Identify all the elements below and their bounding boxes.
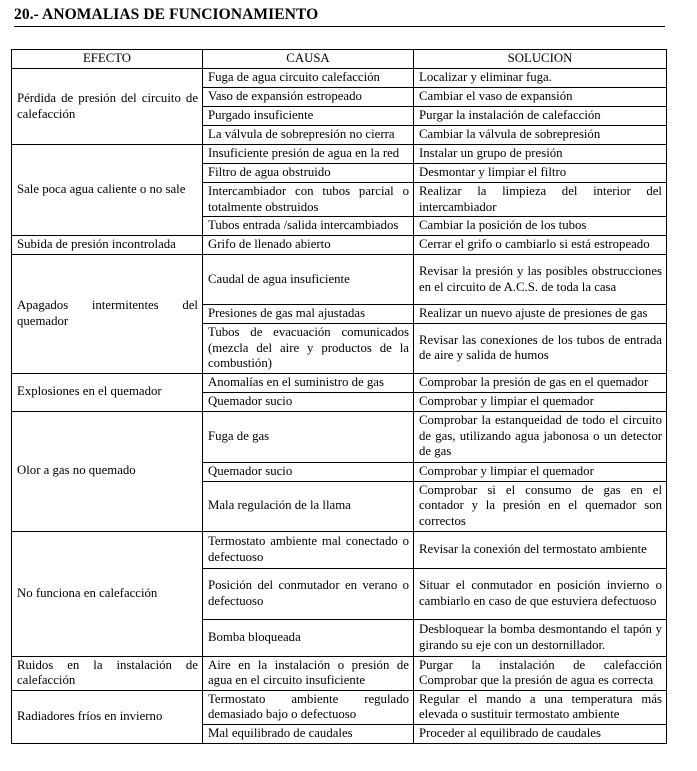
- title-underline: [14, 26, 665, 27]
- causa-cell: Aire en la instalación o presión de agua en el circuito insuficiente: [203, 656, 414, 690]
- solucion-cell: Revisar la conexión del termostato ambiente: [414, 531, 667, 568]
- efecto-cell: Apagados intermitentes del quemador: [12, 255, 203, 374]
- solucion-cell: Realizar un nuevo ajuste de presiones de gas: [414, 305, 667, 324]
- table-row: [12, 255, 667, 305]
- solucion-cell: Purgar la instalación de calefacción: [414, 107, 667, 126]
- anomalies-table: [11, 49, 667, 744]
- causa-cell: Purgado insuficiente: [203, 107, 414, 126]
- solucion-cell: Revisar las conexiones de los tubos de entrada de aire y salida de humos: [414, 324, 667, 374]
- causa-cell: Tubos entrada /salida intercambiados: [203, 217, 414, 236]
- solucion-cell: Regular el mando a una temperatura más elevada o sustituir termostato ambiente: [414, 690, 667, 724]
- solucion-cell: Cerrar el grifo o cambiarlo si está estropeado: [414, 236, 667, 255]
- solucion-cell: Comprobar y limpiar el quemador: [414, 392, 667, 411]
- table-row: [12, 531, 667, 568]
- table-row: [12, 690, 667, 724]
- solucion-cell: Cambiar la posición de los tubos: [414, 217, 667, 236]
- header-causa: CAUSA: [203, 50, 414, 69]
- efecto-cell: Sale poca agua caliente o no sale: [12, 145, 203, 236]
- solucion-cell: Comprobar la estanqueidad de todo el circuito de gas, utilizando agua jabonosa o un detector de gas: [414, 411, 667, 462]
- table-row: [12, 236, 667, 255]
- solucion-cell: Cambiar la válvula de sobrepresión: [414, 126, 667, 145]
- causa-cell: Bomba bloqueada: [203, 619, 414, 656]
- causa-cell: Insuficiente presión de agua en la red: [203, 145, 414, 164]
- header-solucion: SOLUCION: [414, 50, 667, 69]
- causa-cell: Posición del conmutador en verano o defectuoso: [203, 568, 414, 619]
- page-title: 20.- ANOMALIAS DE FUNCIONAMIENTO: [14, 6, 319, 23]
- solucion-cell: Comprobar y limpiar el quemador: [414, 462, 667, 481]
- table-row: [12, 656, 667, 690]
- causa-cell: Caudal de agua insuficiente: [203, 255, 414, 305]
- solucion-cell: Proceder al equilibrado de caudales: [414, 724, 667, 743]
- solucion-cell: Revisar la presión y las posibles obstrucciones en el circuito de A.C.S. de toda la casa: [414, 255, 667, 305]
- solucion-cell: Localizar y eliminar fuga.: [414, 69, 667, 88]
- solucion-cell: Comprobar si el consumo de gas en el contador y la presión en el quemador son correctos: [414, 481, 667, 531]
- causa-cell: Termostato ambiente mal conectado o defectuoso: [203, 531, 414, 568]
- table-header-row: [12, 50, 667, 69]
- causa-cell: Tubos de evacuación comunicados (mezcla del aire y productos de la combustión): [203, 324, 414, 374]
- efecto-cell: Ruidos en la instalación de calefacción: [12, 656, 203, 690]
- causa-cell: Mal equilibrado de caudales: [203, 724, 414, 743]
- table-row: [12, 145, 667, 164]
- table-row: [12, 411, 667, 462]
- efecto-cell: Pérdida de presión del circuito de calefacción: [12, 69, 203, 145]
- causa-cell: Filtro de agua obstruido: [203, 164, 414, 183]
- table-body: [12, 69, 667, 744]
- solucion-cell: Desbloquear la bomba desmontando el tapón y girando su eje con un destornillador.: [414, 619, 667, 656]
- efecto-cell: Olor a gas no quemado: [12, 411, 203, 531]
- solucion-cell: Purgar la instalación de calefacción Comprobar que la presión de agua es correcta: [414, 656, 667, 690]
- efecto-cell: No funciona en calefacción: [12, 531, 203, 656]
- causa-cell: Fuga de gas: [203, 411, 414, 462]
- causa-cell: Quemador sucio: [203, 462, 414, 481]
- causa-cell: Vaso de expansión estropeado: [203, 88, 414, 107]
- causa-cell: Fuga de agua circuito calefacción: [203, 69, 414, 88]
- table-row: [12, 373, 667, 392]
- causa-cell: Grifo de llenado abierto: [203, 236, 414, 255]
- causa-cell: Presiones de gas mal ajustadas: [203, 305, 414, 324]
- efecto-cell: Explosiones en el quemador: [12, 373, 203, 411]
- solucion-cell: Situar el conmutador en posición invierno o cambiarlo en caso de que estuviera defectuoso: [414, 568, 667, 619]
- causa-cell: La válvula de sobrepresión no cierra: [203, 126, 414, 145]
- solucion-cell: Instalar un grupo de presión: [414, 145, 667, 164]
- causa-cell: Quemador sucio: [203, 392, 414, 411]
- solucion-cell: Realizar la limpieza del interior del intercambiador: [414, 183, 667, 217]
- efecto-cell: Radiadores fríos en invierno: [12, 690, 203, 743]
- solucion-cell: Cambiar el vaso de expansión: [414, 88, 667, 107]
- solucion-cell: Desmontar y limpiar el filtro: [414, 164, 667, 183]
- efecto-cell: Subida de presión incontrolada: [12, 236, 203, 255]
- causa-cell: Anomalías en el suministro de gas: [203, 373, 414, 392]
- causa-cell: Termostato ambiente regulado demasiado bajo o defectuoso: [203, 690, 414, 724]
- table-row: [12, 69, 667, 88]
- solucion-cell: Comprobar la presión de gas en el quemador: [414, 373, 667, 392]
- causa-cell: Intercambiador con tubos parcial o totalmente obstruidos: [203, 183, 414, 217]
- causa-cell: Mala regulación de la llama: [203, 481, 414, 531]
- header-efecto: EFECTO: [12, 50, 203, 69]
